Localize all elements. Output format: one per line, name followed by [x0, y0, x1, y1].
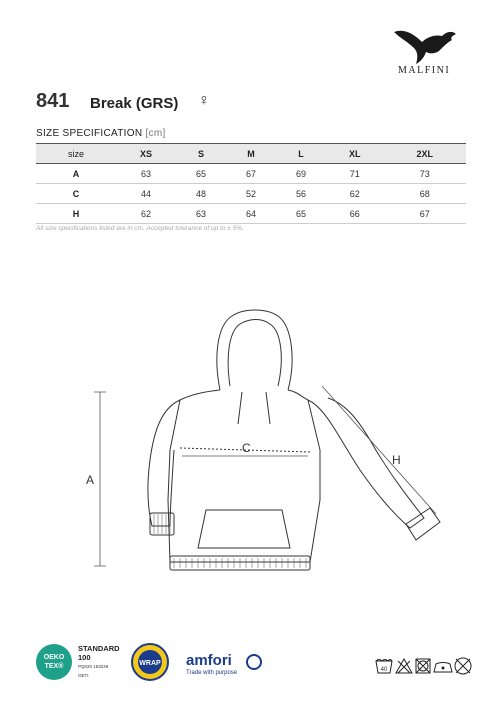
row-label: C — [36, 184, 116, 204]
header-size: XS — [116, 144, 176, 164]
spec-title — [36, 128, 166, 139]
table-header-row — [36, 144, 466, 164]
header-size: L — [276, 144, 326, 164]
header-size: M — [226, 144, 276, 164]
label-h: H — [392, 453, 401, 467]
table-cell: 52 — [226, 184, 276, 204]
oeko-line2: TEX® — [44, 663, 64, 670]
table-row — [36, 204, 466, 224]
table-cell: 63 — [176, 204, 226, 224]
amfori-logo: amfori — [186, 652, 232, 669]
standard-number: 100 — [78, 653, 91, 662]
product-model: Break (GRS) — [90, 95, 179, 112]
tolerance-note: All size specifications listed are in cm. Accepted tolerance of up to ± 5%. — [36, 225, 244, 232]
wrap-badge-icon — [130, 642, 170, 682]
spec-title-text: SIZE SPECIFICATION — [36, 128, 143, 139]
brand-name: MALFINI — [398, 65, 451, 76]
amfori-tagline: Trade with purpose — [186, 670, 238, 676]
table-cell: 63 — [116, 164, 176, 184]
no-tumble-dry-icon — [416, 659, 430, 673]
no-dry-clean-icon — [455, 658, 471, 674]
left-sleeve — [148, 400, 180, 526]
table-cell: 62 — [116, 204, 176, 224]
no-bleach-icon — [396, 659, 412, 673]
kangaroo-pocket — [198, 510, 290, 548]
table-cell: 65 — [176, 164, 226, 184]
table-row — [36, 184, 466, 204]
row-label: H — [36, 204, 116, 224]
table-cell: 69 — [276, 164, 326, 184]
drawcord-right — [266, 392, 270, 424]
eagle-icon — [390, 24, 470, 69]
spec-unit: [cm] — [145, 128, 166, 139]
table-cell: 66 — [326, 204, 384, 224]
oeko-line1: OEKO — [43, 654, 65, 661]
size-table — [36, 143, 466, 224]
hoodie-drawing — [70, 300, 450, 590]
table-cell: 67 — [226, 164, 276, 184]
amfori-ring-icon — [246, 654, 262, 670]
standard-label: STANDARD — [78, 644, 120, 653]
female-icon: ♀ — [198, 92, 210, 109]
table-cell: 48 — [176, 184, 226, 204]
oeko-tex-badge — [36, 644, 72, 680]
hood-inner — [228, 320, 281, 387]
care-symbols — [374, 655, 474, 677]
row-label: A — [36, 164, 116, 184]
table-cell: 71 — [326, 164, 384, 184]
table-cell: 68 — [383, 184, 466, 204]
svg-text:WRAP: WRAP — [139, 660, 161, 667]
table-cell: 56 — [276, 184, 326, 204]
header-size: 2XL — [383, 144, 466, 164]
cert-inst: OETI — [78, 673, 89, 678]
standard-block — [78, 644, 120, 680]
label-c: C — [242, 441, 251, 455]
table-cell: 62 — [326, 184, 384, 204]
svg-text:40: 40 — [380, 667, 388, 673]
header-size: XL — [326, 144, 384, 164]
table-row — [36, 164, 466, 184]
table-cell: 65 — [276, 204, 326, 224]
cert-code: PQ020 153249 — [78, 664, 109, 669]
label-a: A — [86, 473, 95, 487]
drawcord-left — [238, 392, 242, 424]
table-cell: 67 — [383, 204, 466, 224]
header-size-label: size — [36, 144, 116, 164]
product-code: 841 — [36, 90, 70, 112]
body-outline — [168, 390, 320, 562]
right-sleeve — [308, 398, 424, 528]
table-cell: 64 — [226, 204, 276, 224]
table-cell: 73 — [383, 164, 466, 184]
table-cell: 44 — [116, 184, 176, 204]
header-size: S — [176, 144, 226, 164]
